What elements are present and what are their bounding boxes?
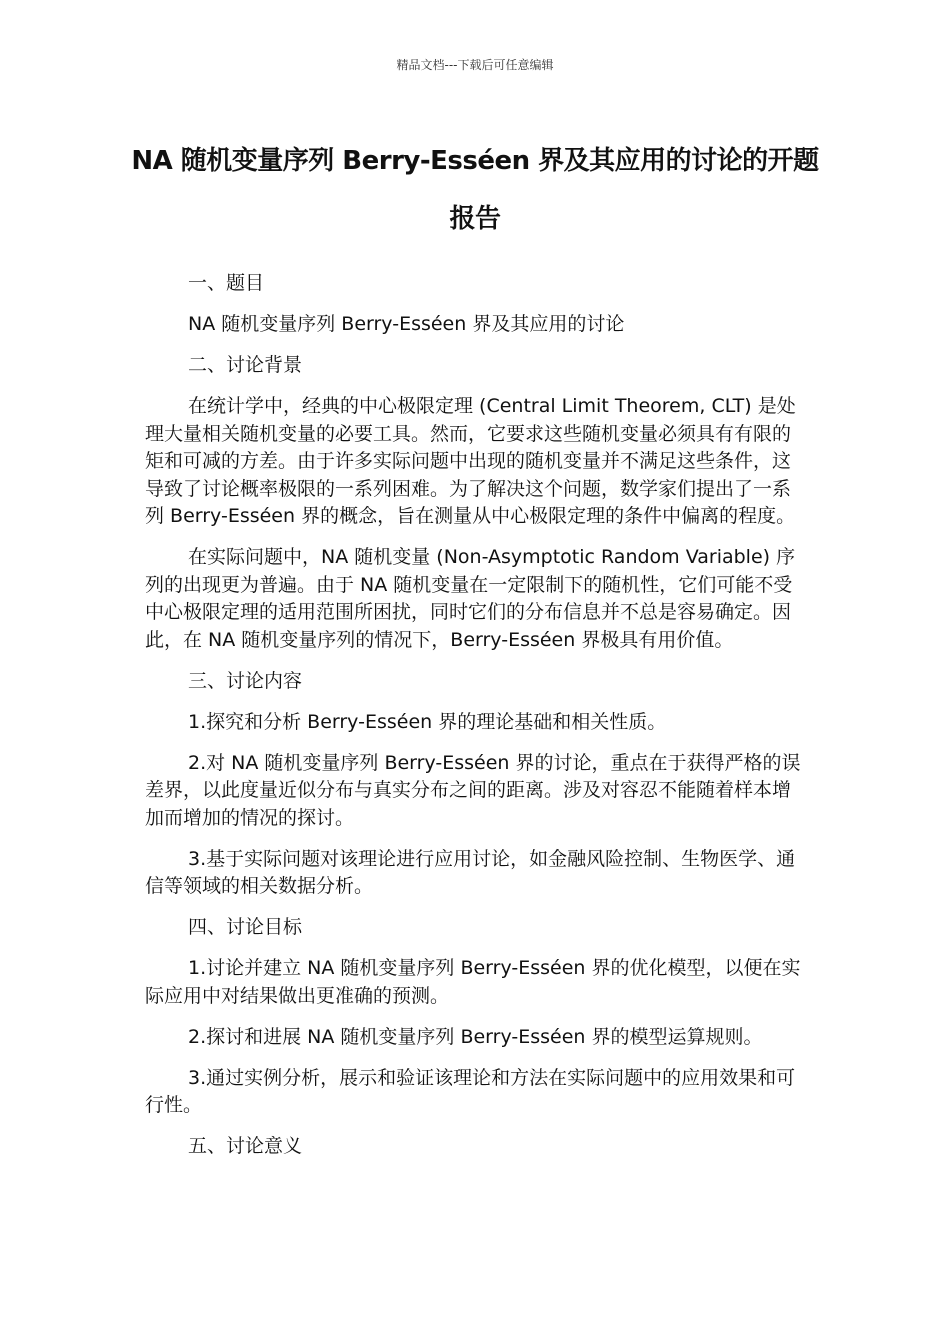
section-heading-significance: 五、讨论意义 xyxy=(188,1135,303,1157)
background-paragraph-2: 在实际问题中，NA 随机变量 (Non-Asymptotic Random Variable) 序列的出现更为普遍。由于 NA 随机变量在一定限制下的随机性，它们可能不受中心极限定理的适用范围所困扰，同时它们的分布信息并不总是容易确定。因此，在 NA 随机变量序列的情况下，Berry-Esséen 界极具有用价值。 xyxy=(145,546,796,651)
document-body xyxy=(145,270,805,1174)
goal-item-3: 3.通过实例分析，展示和验证该理论和方法在实际问题中的应用效果和可行性。 xyxy=(145,1066,796,1116)
content-item-3: 3.基于实际问题对该理论进行应用讨论，如金融风险控制、生物医学、通信等领域的相关数据分析。 xyxy=(145,847,796,897)
goal-item-1: 1.讨论并建立 NA 随机变量序列 Berry-Esséen 界的优化模型，以便在实际应用中对结果做出更准确的预测。 xyxy=(145,957,801,1007)
document-title: NA 随机变量序列 Berry-Esséen 界及其应用的讨论的开题报告 xyxy=(131,146,819,234)
section-heading-topic: 一、题目 xyxy=(188,272,265,294)
section-heading-content: 三、讨论内容 xyxy=(188,669,303,692)
page-header: 精品文档---下载后可任意编辑 xyxy=(396,58,554,72)
content-item-1: 1.探究和分析 Berry-Esséen 界的理论基础和相关性质。 xyxy=(188,710,667,733)
section-heading-background: 二、讨论背景 xyxy=(188,354,303,376)
content-item-2: 2.对 NA 随机变量序列 Berry-Esséen 界的讨论，重点在于获得严格的误差界，以此度量近似分布与真实分布之间的距离。涉及对容忍不能随着样本增加而增加的情况的探讨。 xyxy=(145,751,801,829)
goal-item-2: 2.探讨和进展 NA 随机变量序列 Berry-Esséen 界的模型运算规则。 xyxy=(188,1025,763,1048)
topic-text: NA 随机变量序列 Berry-Esséen 界及其应用的讨论 xyxy=(188,313,625,335)
background-paragraph-1: 在统计学中，经典的中心极限定理 (Central Limit Theorem, CLT) 是处理大量相关随机变量的必要工具。然而，它要求这些随机变量必须具有有限的矩和可减的方差。由于许多实际问题中出现的随机变量并不满足这些条件，这导致了讨论概率极限的一系列困难。为了解决这个问题，数学家们提出了一系列 Berry-Esséen 界的概念，旨在测量从中心极限定理的条件中偏离的程度。 xyxy=(145,395,796,527)
section-heading-goals: 四、讨论目标 xyxy=(188,916,303,938)
